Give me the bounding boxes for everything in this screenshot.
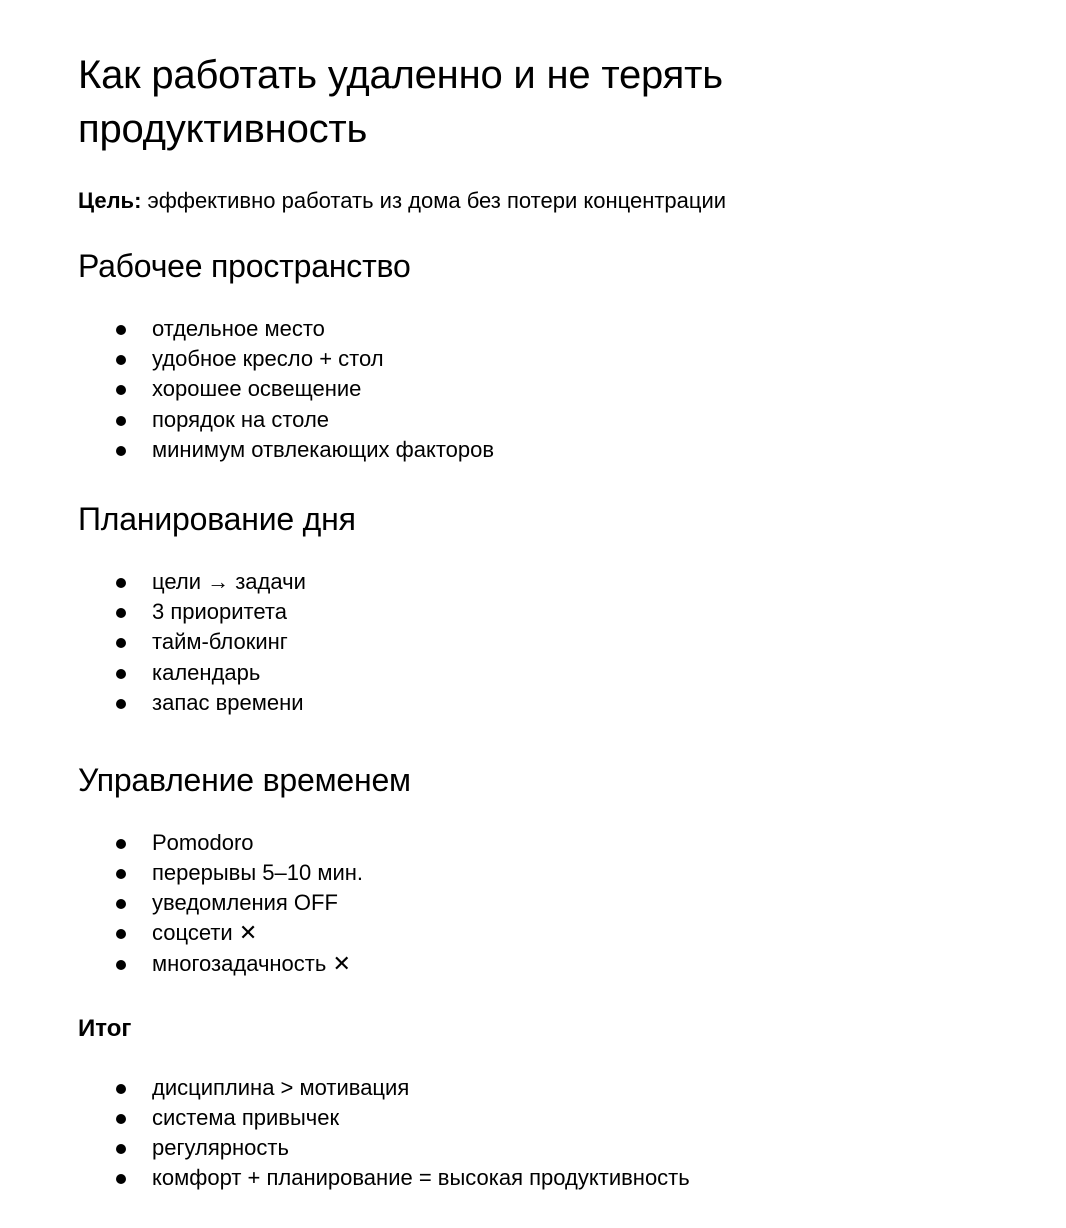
list-item-text: отдельное место [152, 316, 325, 341]
bullet-icon [116, 929, 126, 939]
section-heading-time-management: Управление временем [78, 761, 411, 798]
bullet-icon [116, 669, 126, 679]
goal-line [78, 186, 1018, 216]
bullet-icon [116, 638, 126, 648]
list-item-text: календарь [152, 659, 261, 685]
list-item-text: цели → задачи [152, 568, 306, 594]
list-item-text: соцсети ✕ [152, 920, 258, 946]
list-item-text: удобное кресло + стол [152, 346, 384, 372]
list-item [78, 888, 1018, 918]
section-heading-workspace: Рабочее пространство [78, 248, 411, 284]
list-item [78, 435, 1018, 465]
list-item-text: хорошее освещение [152, 376, 362, 402]
bullet-icon [116, 1174, 126, 1184]
bullet-icon [116, 578, 126, 588]
list-item-text: запас времени [152, 689, 304, 715]
bullet-icon [116, 355, 126, 365]
list-item [78, 1103, 1018, 1133]
section-heading-summary: Итог [78, 1014, 132, 1042]
bullet-icon [116, 960, 126, 970]
bullet-icon [116, 839, 126, 849]
bullet-icon [116, 325, 126, 335]
workspace-list [78, 314, 1018, 465]
list-item [78, 1133, 1018, 1163]
bullet-icon [116, 699, 126, 709]
list-item-text: дисциплина > мотивация [152, 1074, 410, 1100]
list-item [78, 1073, 1018, 1103]
list-item [78, 658, 1018, 688]
time-management-list [78, 828, 1018, 979]
bullet-icon [116, 1114, 126, 1124]
bullet-icon [116, 869, 126, 879]
list-item [78, 828, 1018, 858]
bullet-icon [116, 899, 126, 909]
list-item [78, 627, 1018, 657]
section-heading-day-planning: Планирование дня [78, 500, 356, 537]
list-item-text: тайм-блокинг [152, 629, 288, 655]
list-item-text: комфорт + планирование = высокая продуктивность [152, 1165, 690, 1191]
list-item [78, 344, 1018, 374]
bullet-icon [116, 416, 126, 426]
list-item-text: перерывы 5–10 мин. [152, 860, 364, 886]
list-item [78, 597, 1018, 627]
list-item-text: многозадачность ✕ [152, 950, 351, 976]
summary-list [78, 1073, 1018, 1194]
list-item-text: минимум отвлекающих факторов [152, 436, 495, 462]
bullet-icon [116, 608, 126, 618]
list-item [78, 918, 1018, 948]
goal-label: Цель: [78, 188, 142, 213]
list-item [78, 688, 1018, 718]
day-planning-list [78, 567, 1018, 718]
document-page [78, 0, 1018, 1194]
bullet-icon [116, 446, 126, 456]
list-item [78, 1163, 1018, 1193]
list-item-text: регулярность [152, 1135, 289, 1161]
document-title: Как работать удаленно и не терять продуктивность [78, 53, 723, 151]
bullet-icon [116, 385, 126, 395]
list-item [78, 405, 1018, 435]
list-item-text: 3 приоритета [152, 599, 287, 625]
list-item-text: система привычек [152, 1105, 340, 1130]
bullet-icon [116, 1144, 126, 1154]
list-item-text: уведомления OFF [152, 890, 338, 916]
list-item [78, 567, 1018, 597]
list-item [78, 314, 1018, 344]
goal-text: эффективно работать из дома без потери концентрации [141, 188, 727, 213]
bullet-icon [116, 1084, 126, 1094]
list-item-text: порядок на столе [152, 406, 330, 432]
list-item [78, 858, 1018, 888]
list-item [78, 949, 1018, 979]
list-item-text: Pomodoro [152, 829, 254, 855]
list-item [78, 374, 1018, 404]
